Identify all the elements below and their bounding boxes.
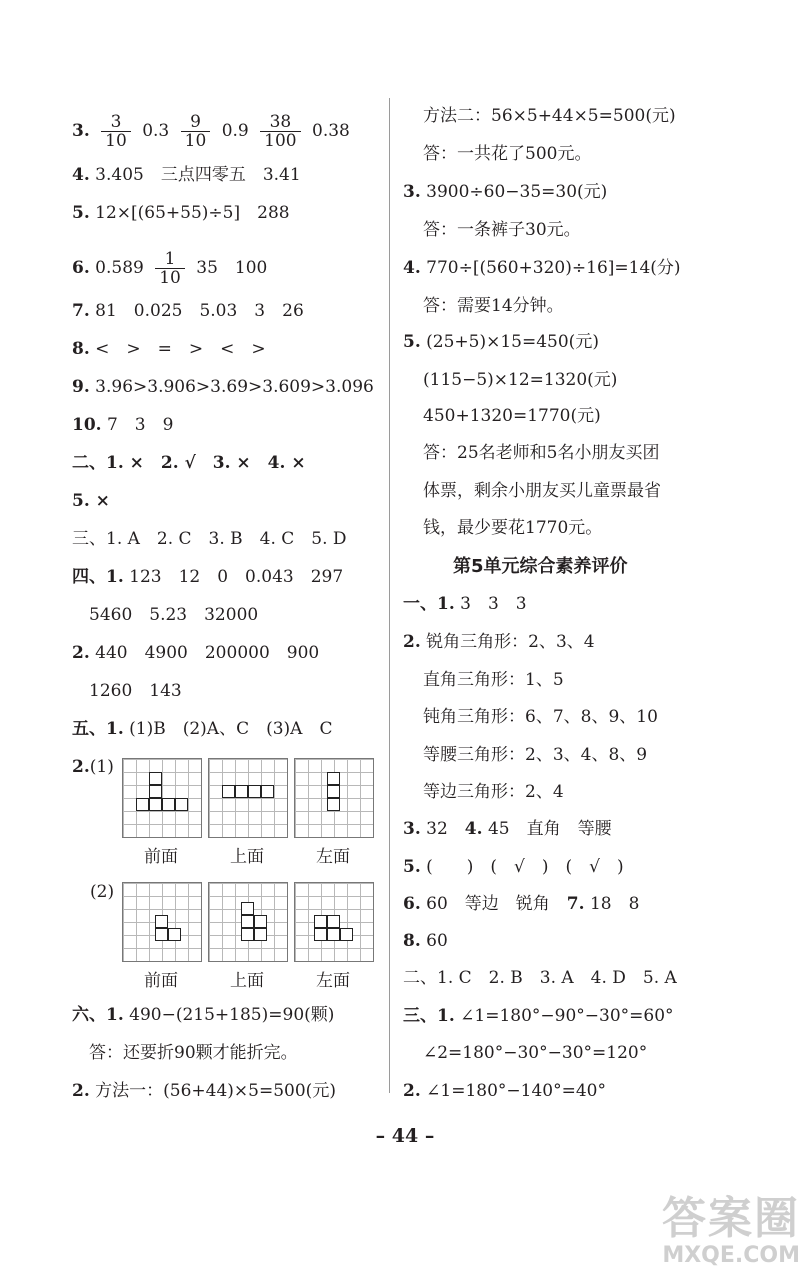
unit5-section-2: 二、1. C 2. B 3. A 4. D 5. A xyxy=(403,968,677,988)
section-4-answer-1-cont: 5460 5.23 32000 xyxy=(89,605,259,625)
caption-front: 前面 xyxy=(144,971,178,991)
unit-5-heading: 第5单元综合素养评价 xyxy=(453,556,628,577)
answer-4: 4. 3.405 三点四零五 3.41 xyxy=(72,165,301,185)
angle-calc: ∠2=180°−30°−30°=120° xyxy=(423,1043,648,1063)
triangle-list: 等边三角形：2、4 xyxy=(423,782,564,802)
answer-line: 答：一条裤子30元。 xyxy=(423,220,581,240)
grid-left-view-2 xyxy=(294,882,374,962)
answer-7: 7. 81 0.025 5.03 3 26 xyxy=(72,301,304,321)
grid-front-view-1 xyxy=(122,758,202,838)
answer-4-line: 4. 770÷[(560+320)÷16]=14(分) xyxy=(403,258,681,278)
unit5-section-3-answer-1: 三、1. ∠1=180°−90°−30°=60° xyxy=(403,1006,674,1026)
answer-line: 答：需要14分钟。 xyxy=(423,296,564,316)
answer-line: 答：一共花了500元。 xyxy=(423,144,592,164)
triangle-list: 等腰三角形：2、3、4、8、9 xyxy=(423,745,648,765)
answer-5: 5. 12×[(65+55)÷5] 288 xyxy=(72,203,290,223)
section-4-answer-1: 四、1. 123 12 0 0.043 297 xyxy=(72,567,344,587)
answer-5-line: 5. (25+5)×15=450(元) xyxy=(403,332,599,352)
answer-line: 答：25名老师和5名小朋友买团 xyxy=(423,443,660,463)
triangle-list: 钝角三角形：6、7、8、9、10 xyxy=(423,707,658,727)
section-2-answer-5: 5. × xyxy=(72,491,110,511)
section-5-part-2-label: (2) xyxy=(90,882,115,902)
unit5-answer-2: 2. 锐角三角形：2、3、4 xyxy=(403,632,595,652)
unit5-answers-3-4: 3. 32 4. 45 直角 等腰 xyxy=(403,819,612,839)
watermark-logo: 答案圈 MXQE.COM xyxy=(662,1193,800,1268)
section-4-answer-2: 2. 440 4900 200000 900 xyxy=(72,643,320,663)
section-6-answer-1-reply: 答：还要折90颗才能折完。 xyxy=(89,1043,298,1063)
grid-left-view-1 xyxy=(294,758,374,838)
answer-line: 体票，剩余小朋友买儿童票最省 xyxy=(423,481,661,501)
caption-left: 左面 xyxy=(316,847,350,867)
answer-8: 8. < > = > < > xyxy=(72,339,266,359)
caption-front: 前面 xyxy=(144,847,178,867)
triangle-list: 直角三角形：1、5 xyxy=(423,670,564,690)
section-5-answer-2: 2.(1) xyxy=(72,757,114,777)
section-3-answers: 三、1. A 2. C 3. B 4. C 5. D xyxy=(72,529,347,549)
column-divider xyxy=(389,98,390,1093)
answer-9: 9. 3.96>3.906>3.69>3.609>3.096 xyxy=(72,377,374,397)
section-6-answer-2: 2. 方法一：(56+44)×5=500(元) xyxy=(72,1081,336,1101)
unit5-section-3-answer-2: 2. ∠1=180°−140°=40° xyxy=(403,1081,606,1101)
section-4-answer-2-cont: 1260 143 xyxy=(89,681,182,701)
fraction: $\frac{1}{10}$ xyxy=(157,250,183,287)
calc-line: (115−5)×12=1320(元) xyxy=(423,370,618,390)
fraction: $\frac{38}{100}$ xyxy=(262,113,298,150)
grid-front-view-2 xyxy=(122,882,202,962)
fraction: $\frac{3}{10}$ xyxy=(103,113,129,150)
caption-top: 上面 xyxy=(230,847,264,867)
answer-3-line: 3. 3900÷60−35=30(元) xyxy=(403,182,608,202)
grid-top-view-2 xyxy=(208,882,288,962)
caption-top: 上面 xyxy=(230,971,264,991)
page-number: – 44 – xyxy=(375,1125,435,1147)
unit5-answers-6-7: 6. 60 等边 锐角 7. 18 8 xyxy=(403,894,640,914)
unit5-answer-5: 5. ( ) ( √ ) ( √ ) xyxy=(403,857,624,877)
fraction: $\frac{9}{10}$ xyxy=(183,113,209,150)
grid-top-view-1 xyxy=(208,758,288,838)
section-6-answer-1: 六、1. 490−(215+185)=90(颗) xyxy=(72,1005,335,1025)
caption-left: 左面 xyxy=(316,971,350,991)
calc-line: 450+1320=1770(元) xyxy=(423,406,601,426)
unit5-answer-8: 8. 60 xyxy=(403,931,448,951)
answer-line: 钱，最少要花1770元。 xyxy=(423,518,603,538)
answer-3: 3. $\frac{3}{10}$ 0.3 $\frac{9}{10}$ 0.9 $\frac{38}{100}$ 0.38 xyxy=(72,112,350,151)
answer-6: 6. 0.589 $\frac{1}{10}$ 35 100 xyxy=(72,249,268,288)
section-2-answers: 二、1. × 2. √ 3. × 4. × xyxy=(72,453,306,473)
unit5-section-1-answer-1: 一、1. 3 3 3 xyxy=(403,594,527,614)
section-5-answer-1: 五、1. (1)B (2)A、C (3)A C xyxy=(72,719,333,739)
answer-10: 10. 7 3 9 xyxy=(72,415,174,435)
method-2-line: 方法二：56×5+44×5=500(元) xyxy=(423,106,676,126)
